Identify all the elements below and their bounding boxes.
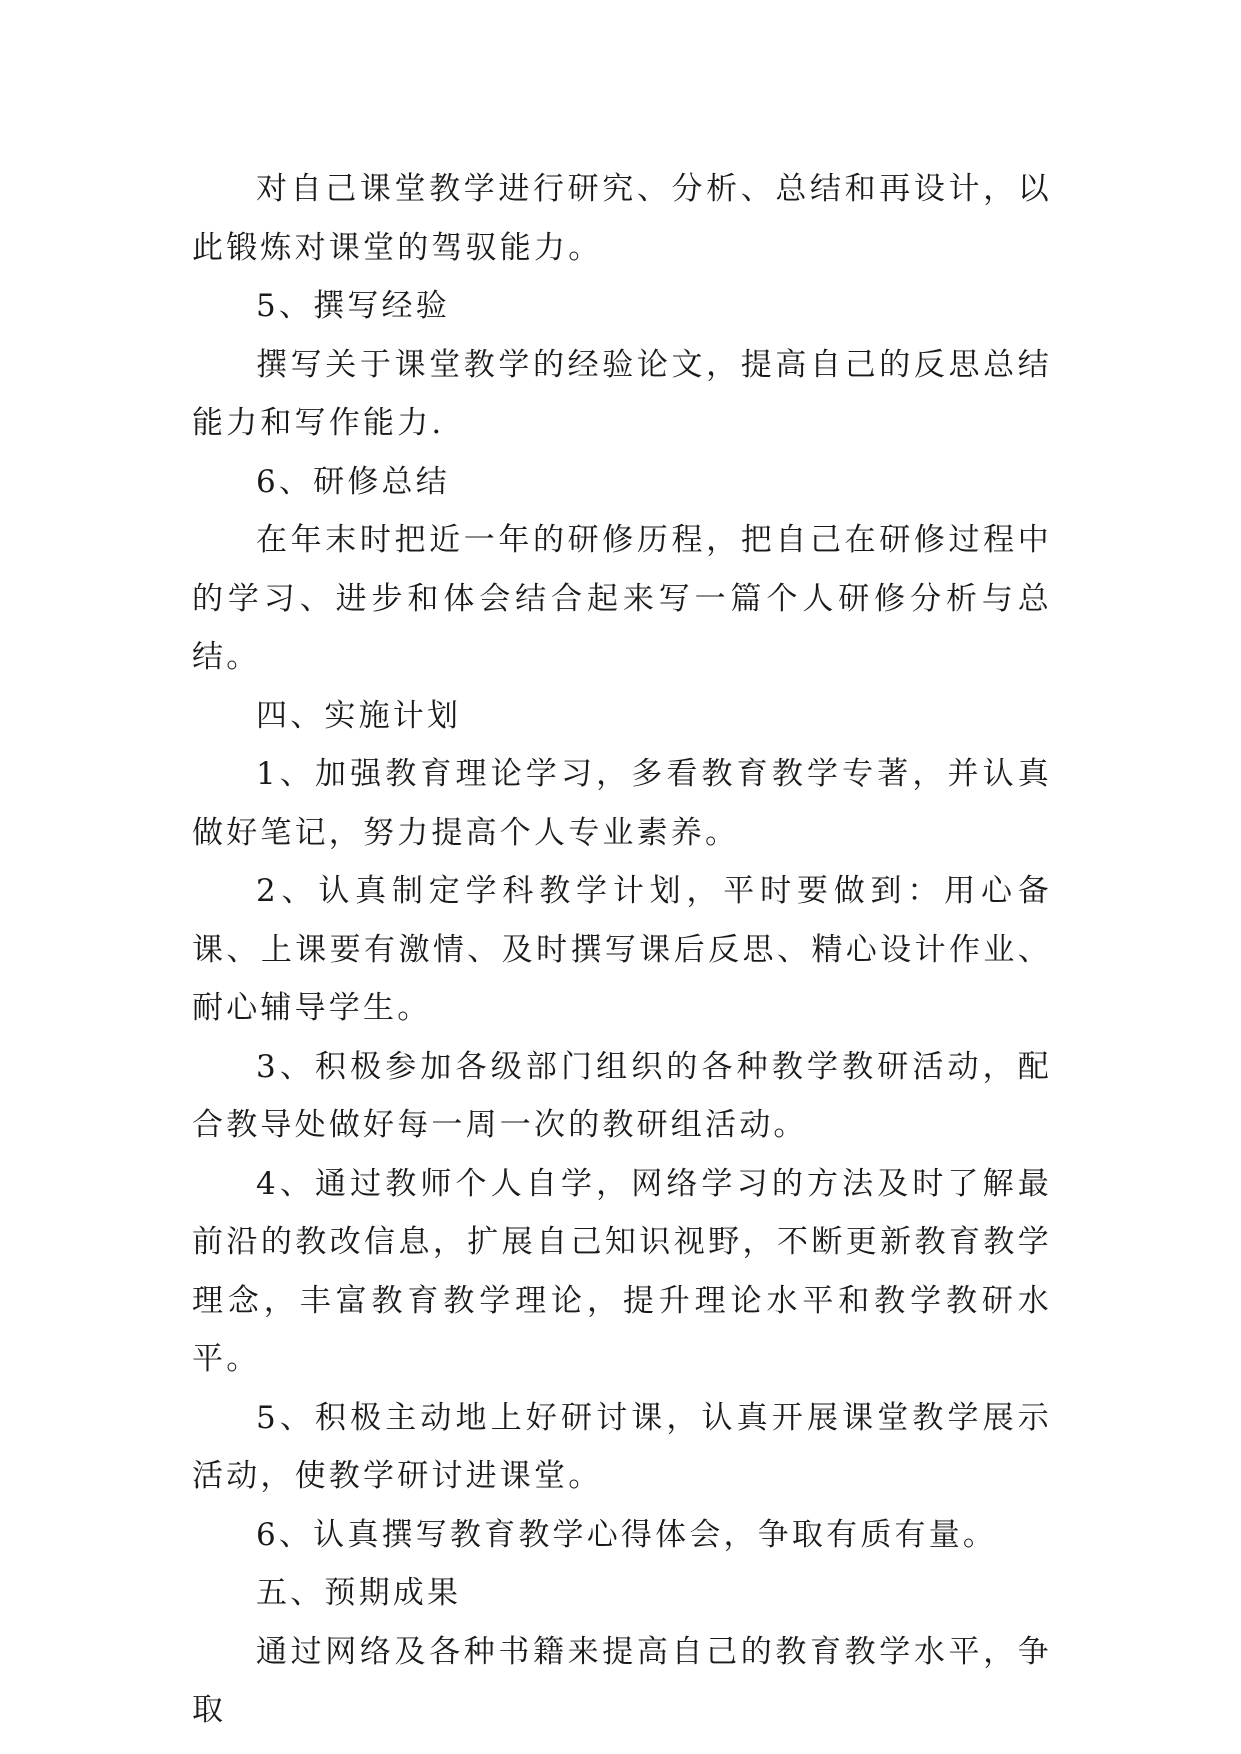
section-heading: 四、实施计划 [256,697,462,734]
list-item: 2、认真制定学科教学计划，平时要做到：用心备课、上课要有激情、及时撰写课后反思、精心设计作业、耐心辅导学生。 [192,873,1052,1026]
paragraph: 在年末时把近一年的研修历程，把自己在研修过程中的学习、进步和体会结合起来写一篇个人研修分析与总结。 [192,522,1052,675]
paragraph: 撰写关于课堂教学的经验论文，提高自己的反思总结能力和写作能力. [192,346,1052,441]
section-heading: 5、撰写经验 [256,288,450,324]
list-item: 6、认真撰写教育教学心得体会，争取有质有量。 [256,1516,998,1553]
document-body [192,160,1052,1740]
list-item: 1、加强教育理论学习，多看教育教学专著，并认真做好笔记，努力提高个人专业素养。 [192,756,1052,851]
paragraph: 对自己课堂教学进行研究、分析、总结和再设计，以此锻炼对课堂的驾驭能力。 [192,171,1052,266]
list-item: 5、积极主动地上好研讨课，认真开展课堂教学展示活动，使教学研讨进课堂。 [192,1399,1052,1494]
paragraph: 通过网络及各种书籍来提高自己的教育教学水平，争取 [192,1633,1052,1728]
section-heading: 五、预期成果 [256,1575,462,1611]
list-item: 3、积极参加各级部门组织的各种教学教研活动，配合教导处做好每一周一次的教研组活动。 [192,1048,1052,1143]
list-item: 4、通过教师个人自学，网络学习的方法及时了解最前沿的教改信息，扩展自己知识视野，不断更新教育教学理念，丰富教育教学理论，提升理论水平和教学教研水平。 [192,1165,1052,1377]
section-heading: 6、研修总结 [256,463,450,500]
